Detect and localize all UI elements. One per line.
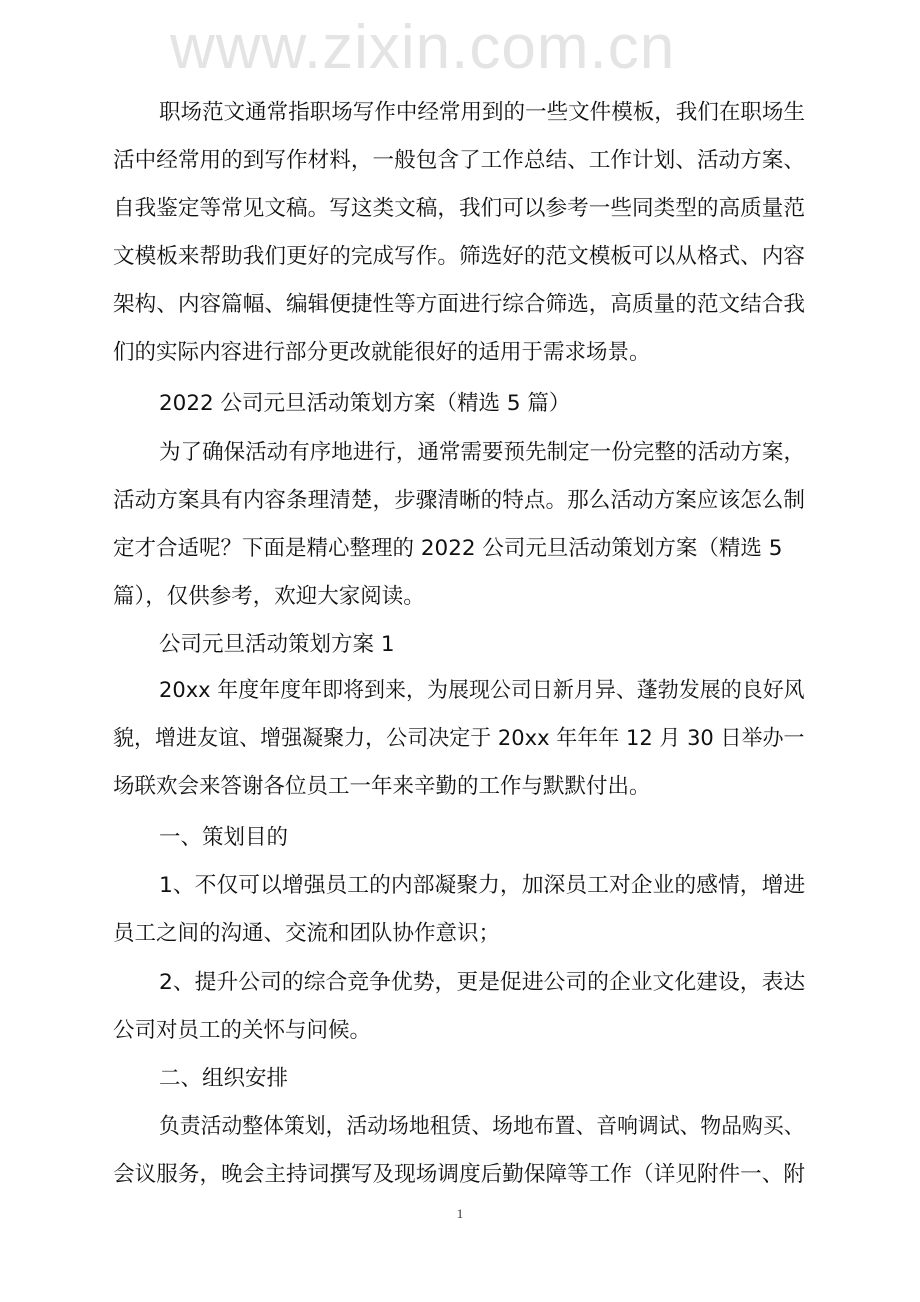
text-line: 自我鉴定等常见文稿。写这类文稿，我们可以参考一些同类型的高质量范: [113, 196, 806, 221]
text-line: 活动方案具有内容条理清楚，步骤清晰的特点。那么活动方案应该怎么制: [113, 488, 806, 513]
page-number: 1: [456, 1206, 464, 1221]
text-line: 1、不仅可以增强员工的内部凝聚力，加深员工对企业的感情，增进: [159, 873, 806, 898]
text-line: 篇），仅供参考，欢迎大家阅读。: [113, 584, 425, 609]
text-line: 员工之间的沟通、交流和团队协作意识；: [113, 921, 501, 946]
text-line: 活中经常用的到写作材料，一般包含了工作总结、工作计划、活动方案、: [113, 148, 806, 173]
text-line: 职场范文通常指职场写作中经常用到的一些文件模板，我们在职场生: [159, 100, 806, 125]
text-line: 负责活动整体策划，活动场地租赁、场地布置、音响调试、物品购买、: [159, 1114, 805, 1139]
text-line: 文模板来帮助我们更好的完成写作。筛选好的范文模板可以从格式、内容: [113, 244, 806, 269]
text-line: 架构、内容篇幅、编辑便捷性等方面进行综合筛选，高质量的范文结合我: [113, 292, 806, 317]
section-heading: 公司元旦活动策划方案 1: [159, 632, 395, 657]
text-line: 貌，增进友谊、增强凝聚力，公司决定于 20xx 年年年 12 月 30 日举办一: [113, 726, 805, 751]
watermark: www.zixin.com.cn: [170, 13, 676, 82]
subheading: 一、策划目的: [159, 825, 289, 850]
text-line: 2、提升公司的综合竞争优势，更是促进公司的企业文化建设，表达: [159, 970, 806, 995]
text-line: 20xx 年度年度年即将到来，为展现公司日新月异、蓬勃发展的良好风: [159, 678, 805, 703]
text-line: 们的实际内容进行部分更改就能很好的适用于需求场景。: [113, 340, 651, 365]
subheading: 二、组织安排: [159, 1066, 289, 1091]
text-line: 场联欢会来答谢各位员工一年来辛勤的工作与默默付出。: [113, 774, 651, 799]
section-heading: 2022 公司元旦活动策划方案（精选 5 篇）: [159, 391, 571, 416]
text-line: 公司对员工的关怀与问候。: [113, 1018, 372, 1043]
text-line: 定才合适呢？下面是精心整理的 2022 公司元旦活动策划方案（精选 5: [113, 536, 783, 561]
text-line: 为了确保活动有序地进行，通常需要预先制定一份完整的活动方案，: [159, 440, 806, 465]
text-line: 会议服务，晚会主持词撰写及现场调度后勤保障等工作（详见附件一、附: [113, 1162, 806, 1187]
